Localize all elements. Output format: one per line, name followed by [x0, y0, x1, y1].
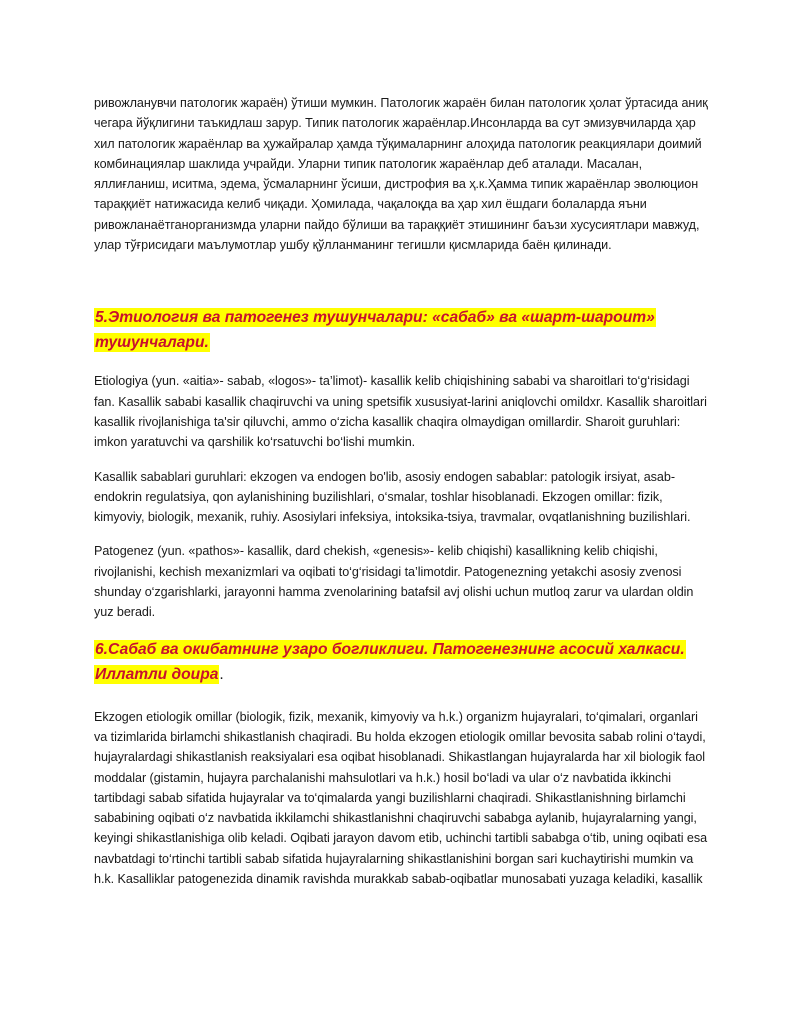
etiology-paragraph: Etiologiya (yun. «aitia»- sabab, «logos»- ta’limot)- kasallik kelib chiqishining sababi va sharoitlari to‘g‘risidagi fan. Kasallik sababi kasallik chaqiruvchi va uning spetsifik xususiyat-larini aniqlovchi omildxr. Kasallik sharoitlari kasallik rivojlanishiga ta'sir qiluvchi, ammo o‘zicha kasallik chaqira olmaydigan omillardir. Sharoit guruhlari: imkon yaratuvchi va qarshilik ko‘rsatuvchi bo‘lishi mumkin.: [94, 374, 707, 450]
causes-paragraph: Kasallik sabablari guruhlari: ekzogen va endogen bo'lib, asosiy endogen sabablar: patologik irsiyat, asab-endokrin regulatsiya, qon aylanishining buzilishlari, o‘smalar, toshlar hisoblanadi. Ekzogen omillar: fizik, kimyoviy, biologik, mexanik, ruhiy. Asosiylari infeksiya, intoksika-tsiya, travmalar, ovqatlanishning buzilishlari.: [94, 469, 691, 525]
section-5-heading-text: 5.Этиология ва патогенез тушунчалари: «сабаб» ва «шарт-шароит» тушунчалари.: [95, 309, 655, 352]
section-6-heading-period: .: [219, 665, 224, 683]
pathogenesis-paragraph: Patogenez (yun. «pathos»- kasallik, dard chekish, «genesis»- kelib chiqishi) kasallikning kelib chiqishi, rivojlanishi, kechish mexanizmlari va oqibati to‘g‘risidagi ta’limotdir. Patogenezning yetakchi asosiy zvenosi shunday o‘zgarishlarki, jarayonni hamma zvenolarining batafsil avj olishi uchun mutloq zarur va ulardan oldin yuz beradi.: [94, 544, 694, 620]
intro-paragraph: ривожланувчи патологик жараён) ўтиши мумкин. Патологик жараён билан патологик ҳолат ўртасида аниқ чегара йўқлигини таъкидлаш зарур. Типик патологик жараёнлар.Инсонларда ва сут эмизувчиларда ҳар хил патологик жараёнлар ва ҳужайралар ҳамда тўқималарнинг алоҳида патологик реакциялари доимий комбинациялар шаклида учрайди. Уларни типик патологик жараёнлар деб аталади. Масалан, яллиғланиш, иситма, эдема, ўсмаларнинг ўсиши, дистрофия ва ҳ.к.Ҳамма типик жараёнлар эволюцион тараққиёт натижасида келиб чиқади. Ҳомилада, чақалоқда ва ҳар хил ёшдаги болаларда яъни ривожланаётганорганизмда уларни пайдо бўлиши ва тараққиёт этишининг баъзи хусусиятлари мавжуд, улар тўғрисидаги маълумотлар ушбу қўлланманинг тегишли қисмларида баён қилинади.: [94, 96, 708, 253]
section-5-heading: [94, 305, 708, 355]
exogenous-paragraph: Ekzogen etiologik omillar (biologik, fizik, mexanik, kimyoviy va h.k.) organizm hujayralari, to‘qimalari, organlari va tizimlarida birlamchi shikastlanish chaqiradi. Bu holda ekzogen etiologik omillar bevosita sabab rolini o‘taydi, hujayralardagi shikastlanish reaksiyalari esa oqibat hisoblanadi. Shikastlangan hujayralarda har xil biologik faol moddalar (gistamin, hujayra parchalanishi mahsulotlari va h.k.) hosil bo‘ladi va ular o‘z navbatida ikkinchi tartibdagi sabab sifatida hujayralar va to‘qimalarda yangi buzilishlarni chaqiradi. Shikastlanishning birlamchi sababining oqibati o‘z navbatida ikkilamchi shikastlanishni chaqiruvchi sababga aylanib, hujayralarning yangi, keyingi shikastlanishiga olib keladi. Oqibati jarayon davom etib, uchinchi tartibli sababga o‘tib, uning oqibati esa navbatdagi to‘rtinchi tartibli sabab sifatida hujayralarning shikastlanishini borgan sari kuchaytirishi mumkin va h.k. Kasalliklar patogenezida dinamik ravishda murakkab sabab-oqibatlar munosabati yuzaga keladiki, kasallik: [94, 709, 708, 887]
section-6-heading: [94, 637, 708, 687]
section-6-heading-text: 6.Сабаб ва окибатнинг узаро богликлиги. Патогенезнинг асосий халкаси. Иллатли доира: [95, 640, 685, 683]
